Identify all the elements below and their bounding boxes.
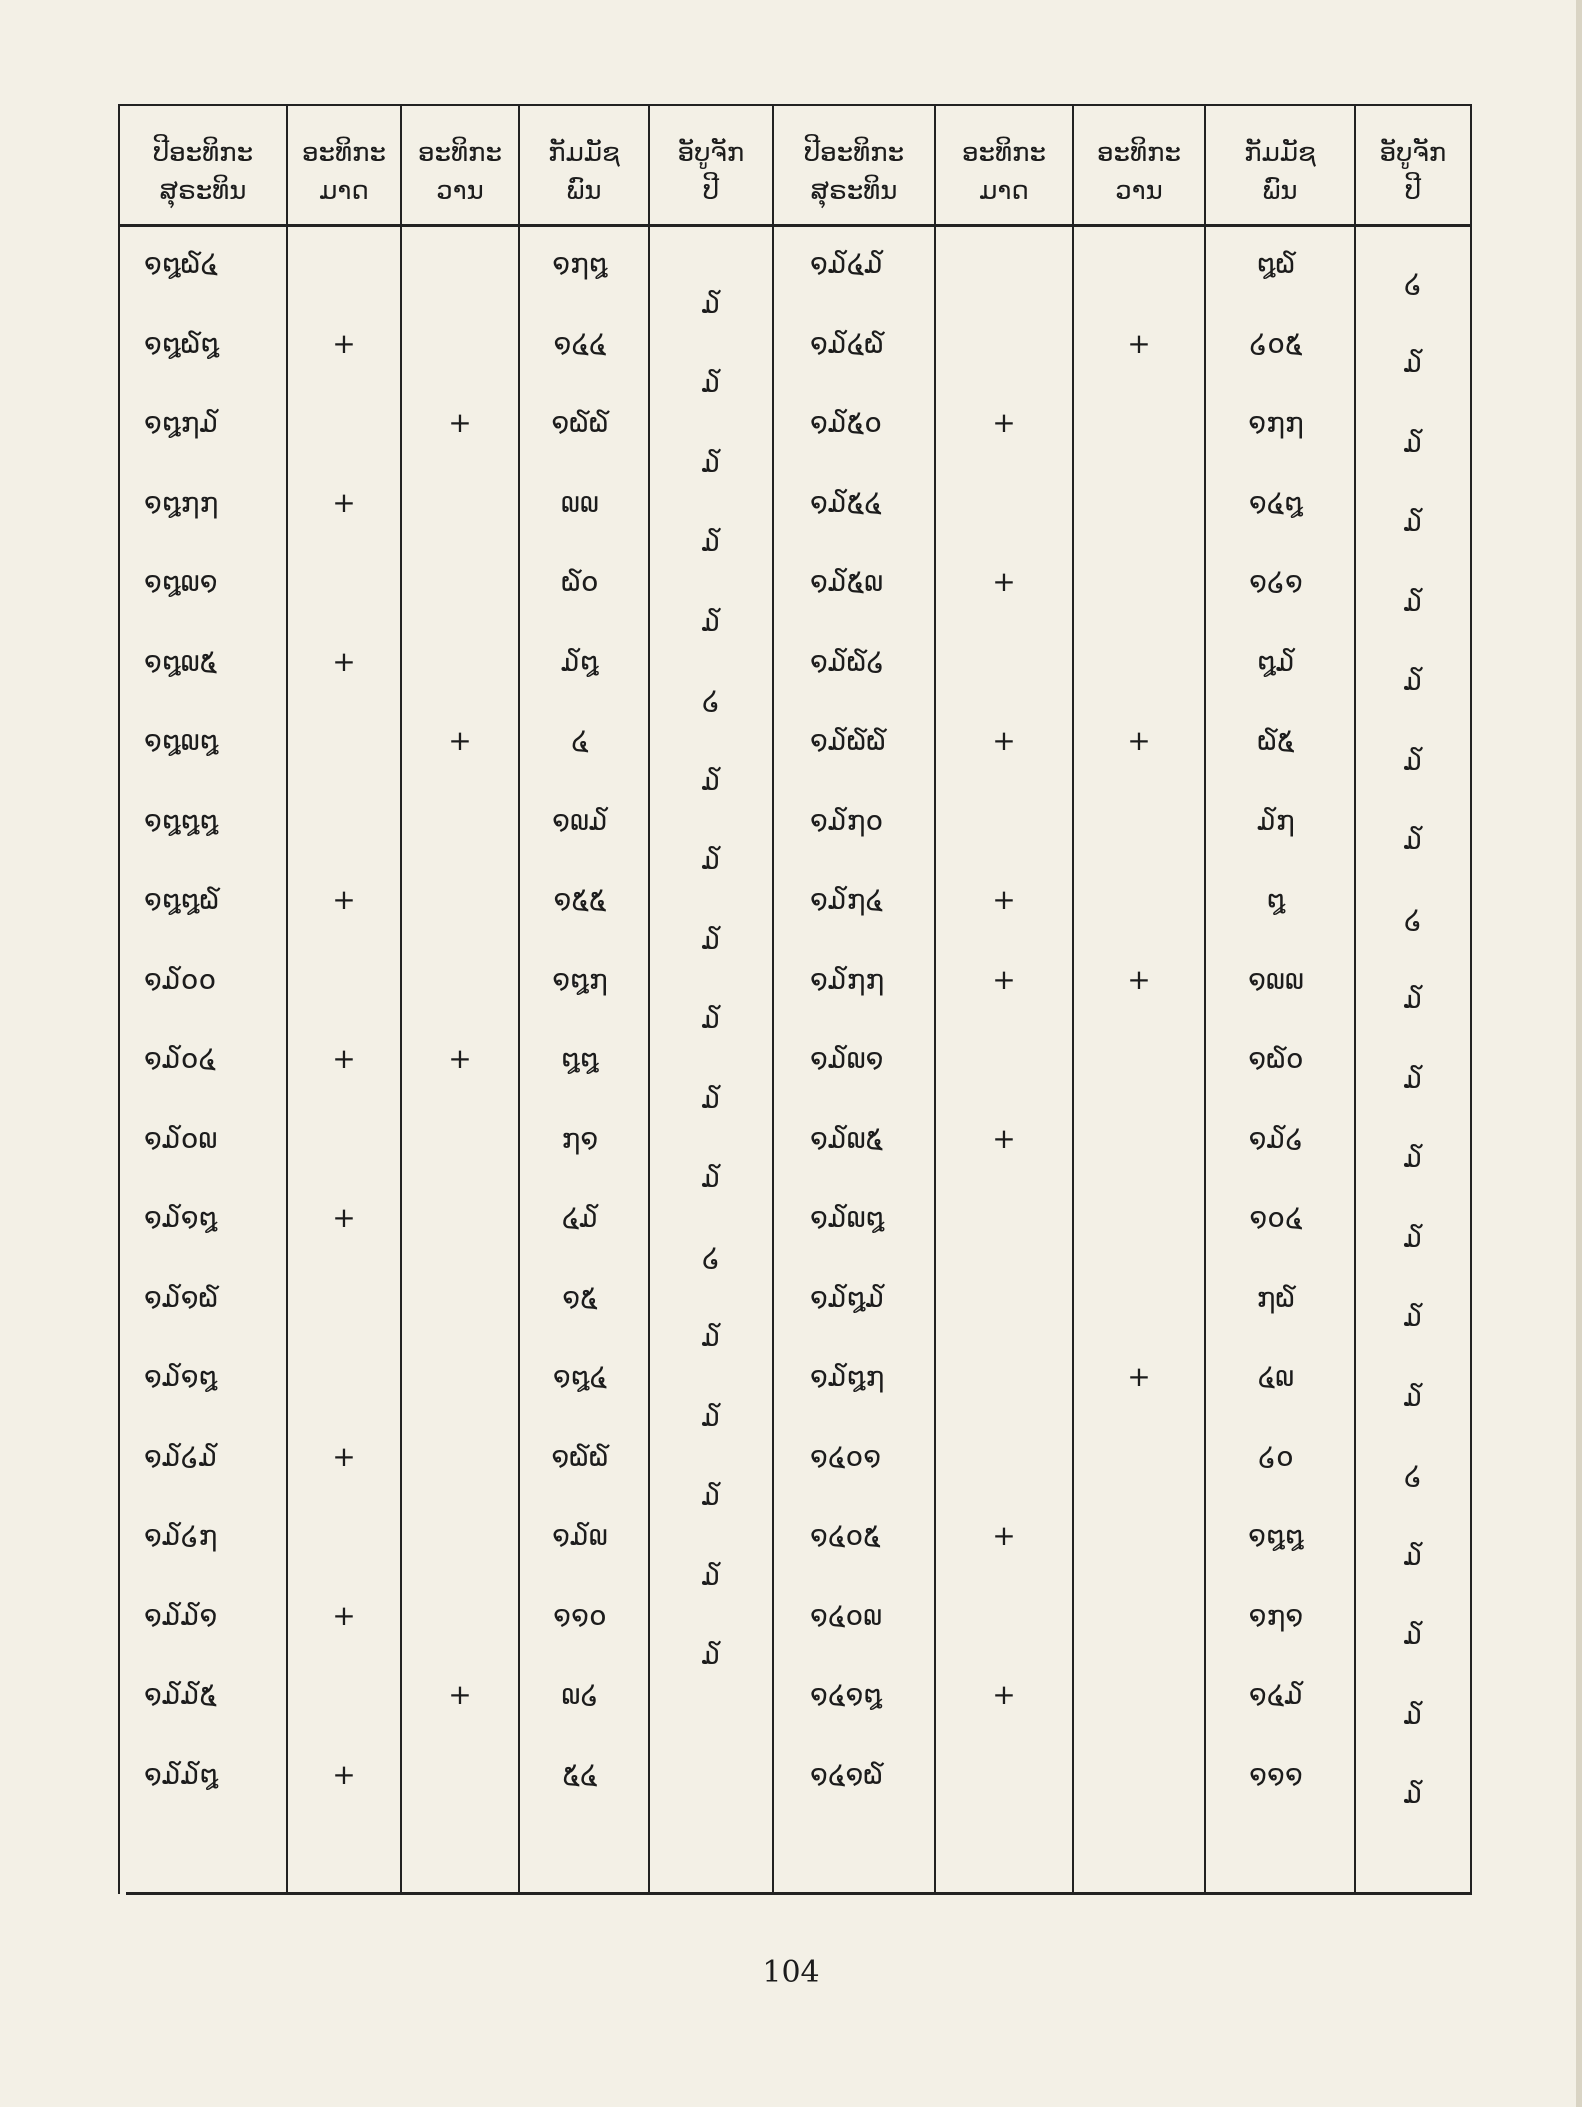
left-cell-year-cycle: ໓	[701, 1002, 721, 1036]
left-cell-kammachaphon: ໙໙	[561, 485, 599, 519]
left-cell-kammachaphon: ໑໕໕	[553, 883, 607, 916]
right-cell-leap-day: +	[1127, 724, 1151, 757]
table-top-border	[118, 104, 1472, 106]
right-cell-year: ໑໓໗໐	[810, 803, 884, 837]
left-cell-leap-month	[288, 1278, 400, 1318]
right-cell-leap-month	[936, 642, 1072, 682]
left-cell-kammachaphon: ໑໕	[562, 1280, 598, 1314]
right-cell-leap-month: +	[992, 724, 1016, 757]
header-leap-year: ປີອະທິກະ ສຸຣະທິນ	[152, 138, 254, 206]
right-cell-leap-month: +	[992, 962, 1016, 996]
left-cell-year-cycle: ໓	[701, 1479, 721, 1513]
left-cell-year: ໑໓໐໙	[144, 1121, 218, 1155]
left-cell-year: ໑໘໗໗	[144, 485, 219, 519]
header-leap-day: ອະທິກະ ວານ	[1097, 138, 1181, 206]
right-cell-year: ໑໓໘໓	[810, 1280, 885, 1314]
column-line	[118, 104, 120, 1894]
header-kammachaphon: ກັມມັຊ ພົນ	[548, 138, 620, 206]
left-cell-year: ໑໓໓໑	[144, 1598, 218, 1632]
left-cell-year: ໑໓໓໕	[144, 1678, 217, 1711]
right-cell-leap-month: +	[992, 1121, 1016, 1155]
right-cell-kammachaphon: ໑໓໒	[1248, 1121, 1304, 1155]
right-cell-leap-day	[1074, 1755, 1204, 1795]
left-cell-year-cycle: ໓	[701, 922, 721, 956]
right-cell-year-cycle: ໓	[1403, 1697, 1423, 1731]
left-cell-year-cycle: ໒	[702, 1240, 720, 1274]
right-cell-year: ໑໔໐໙	[810, 1598, 883, 1632]
right-cell-leap-month	[936, 244, 1072, 284]
left-cell-year: ໑໘໖໔	[144, 247, 218, 280]
right-cell-year-cycle: ໓	[1403, 1300, 1423, 1334]
right-cell-year-cycle: ໓	[1403, 1538, 1423, 1572]
right-cell-year-cycle: ໓	[1403, 1061, 1423, 1095]
right-cell-year: ໑໔໑໖	[810, 1757, 884, 1791]
right-cell-kammachaphon: ໑໑໑	[1249, 1757, 1303, 1791]
left-cell-leap-day	[402, 1596, 518, 1636]
right-cell-leap-day	[1074, 403, 1204, 443]
left-cell-leap-month: +	[332, 1598, 356, 1632]
left-cell-kammachaphon: ໑໗໘	[552, 247, 608, 280]
left-cell-leap-month: +	[332, 1042, 356, 1075]
left-cell-leap-month: +	[332, 883, 356, 916]
right-cell-year-cycle: ໓	[1403, 1379, 1423, 1413]
right-cell-year: ໑໔໑໘	[810, 1678, 883, 1711]
right-cell-year: ໑໓໖໒	[810, 644, 885, 678]
right-cell-leap-day	[1074, 1516, 1204, 1556]
right-cell-leap-month: +	[992, 1519, 1016, 1552]
right-cell-year-cycle: ໓	[1403, 425, 1423, 459]
right-cell-leap-month	[936, 1596, 1072, 1636]
right-cell-year-cycle: ໒	[1404, 1459, 1422, 1493]
right-cell-year: ໑໓໙໑	[810, 1042, 884, 1075]
left-cell-year: ໑໘໘໖	[144, 883, 220, 916]
right-cell-leap-month	[936, 1039, 1072, 1079]
right-cell-year: ໑໓໔໓	[810, 247, 883, 280]
right-cell-year-cycle: ໓	[1403, 505, 1423, 539]
left-cell-year: ໑໓໒໗	[144, 1519, 218, 1552]
column-line	[1470, 104, 1472, 1894]
right-cell-leap-day: +	[1127, 1360, 1151, 1393]
right-cell-year-cycle: ໒	[1404, 266, 1422, 300]
right-cell-kammachaphon: ໗໖	[1256, 1280, 1296, 1314]
left-cell-kammachaphon: ໔໓	[561, 1201, 599, 1234]
page-number: 104	[762, 1955, 820, 1990]
right-cell-leap-month	[936, 483, 1072, 523]
header-leap-day: ອະທິກະ ວານ	[418, 138, 502, 206]
left-cell-kammachaphon: ໑໔໔	[553, 326, 607, 360]
left-cell-year-cycle: ໓	[701, 366, 721, 400]
left-cell-leap-month	[288, 244, 400, 284]
leap-year-table	[118, 104, 1472, 1894]
left-cell-leap-day: +	[448, 406, 472, 439]
left-cell-year-cycle: ໓	[701, 843, 721, 877]
left-cell-kammachaphon: ໗໑	[561, 1121, 599, 1155]
left-cell-leap-month	[288, 1516, 400, 1556]
right-cell-kammachaphon: ໑໔໓	[1248, 1678, 1304, 1711]
right-cell-leap-month	[936, 1437, 1072, 1477]
right-cell-leap-month: +	[992, 883, 1016, 916]
left-cell-leap-month: +	[332, 644, 356, 678]
right-cell-leap-day	[1074, 880, 1204, 920]
right-cell-leap-month: +	[992, 565, 1016, 598]
right-cell-year-cycle: ໒	[1404, 902, 1422, 936]
left-cell-leap-month: +	[332, 326, 356, 360]
left-cell-year-cycle: ໓	[701, 763, 721, 797]
left-cell-leap-day: +	[448, 1042, 472, 1075]
right-cell-kammachaphon: ໔໙	[1257, 1360, 1295, 1393]
left-cell-year: ໑໓໒໓	[144, 1439, 218, 1473]
left-cell-kammachaphon: ໑໖໖	[551, 406, 609, 439]
right-cell-leap-day	[1074, 1675, 1204, 1715]
header-year-cycle: ອັບູຈັກ ປີ	[1379, 138, 1447, 206]
right-cell-year-cycle: ໓	[1403, 584, 1423, 618]
page-edge	[1576, 0, 1582, 2107]
left-cell-leap-month	[288, 1675, 400, 1715]
left-cell-year-cycle: ໓	[701, 1081, 721, 1115]
right-cell-year: ໑໓໗໔	[810, 883, 883, 916]
left-cell-leap-day	[402, 244, 518, 284]
right-cell-year-cycle: ໓	[1403, 982, 1423, 1016]
right-cell-year: ໑໓໙໕	[810, 1121, 884, 1155]
right-cell-leap-month	[936, 1357, 1072, 1397]
left-cell-year: ໑໘໘໘	[144, 803, 219, 837]
right-cell-leap-day	[1074, 801, 1204, 841]
left-cell-year-cycle: ໓	[701, 286, 721, 320]
right-cell-leap-day	[1074, 562, 1204, 602]
left-cell-leap-day: +	[448, 1678, 472, 1711]
right-cell-kammachaphon: ໑໐໔	[1249, 1201, 1303, 1234]
left-cell-leap-day	[402, 1755, 518, 1795]
right-cell-year: ໑໔໐໑	[810, 1439, 882, 1473]
table-bottom-border	[126, 1892, 1472, 1895]
left-cell-year: ໑໓໑໘	[144, 1201, 218, 1234]
left-cell-year: ໑໘໙໘	[144, 724, 219, 757]
left-cell-leap-day	[402, 960, 518, 1000]
right-cell-year-cycle: ໓	[1403, 1618, 1423, 1652]
left-cell-leap-month: +	[332, 1439, 356, 1473]
left-cell-leap-day	[402, 1278, 518, 1318]
left-cell-leap-month	[288, 960, 400, 1000]
right-cell-kammachaphon: ໑໒໑	[1249, 565, 1303, 598]
right-cell-year: ໑໓໔໖	[810, 326, 884, 360]
right-cell-year-cycle: ໓	[1403, 1220, 1423, 1254]
left-cell-leap-month: +	[332, 485, 356, 519]
right-cell-year-cycle: ໓	[1403, 823, 1423, 857]
right-cell-kammachaphon: ໑໘໘	[1248, 1519, 1304, 1552]
left-cell-year: ໑໘໙໕	[144, 644, 218, 678]
left-cell-year-cycle: ໓	[701, 1320, 721, 1354]
right-cell-leap-day	[1074, 244, 1204, 284]
right-cell-leap-day: +	[1127, 962, 1151, 996]
left-cell-year-cycle: ໓	[701, 1558, 721, 1592]
right-cell-kammachaphon: ໑໗໗	[1248, 406, 1304, 439]
left-cell-leap-day	[402, 1119, 518, 1159]
left-cell-kammachaphon: ໑໙໓	[552, 803, 608, 837]
left-cell-leap-day	[402, 562, 518, 602]
left-cell-leap-month	[288, 562, 400, 602]
right-cell-kammachaphon: ໘໓	[1257, 644, 1295, 678]
left-cell-kammachaphon: ໙໒	[561, 1678, 599, 1711]
left-cell-year: ໑໓໐໔	[144, 1042, 217, 1075]
left-cell-year: ໑໘໖໘	[144, 326, 220, 360]
left-cell-year-cycle: ໒	[702, 684, 720, 718]
right-cell-year-cycle: ໓	[1403, 346, 1423, 380]
left-cell-leap-month	[288, 403, 400, 443]
right-cell-leap-day	[1074, 642, 1204, 682]
left-cell-kammachaphon: ໓໘	[561, 644, 599, 678]
right-cell-kammachaphon: ໓໗	[1257, 803, 1295, 837]
left-cell-leap-month: +	[332, 1757, 356, 1791]
right-cell-year-cycle: ໓	[1403, 743, 1423, 777]
right-cell-leap-month	[936, 1198, 1072, 1238]
right-cell-year-cycle: ໓	[1403, 664, 1423, 698]
left-cell-leap-month	[288, 1357, 400, 1397]
left-cell-kammachaphon: ໑໓໙	[552, 1519, 608, 1552]
right-cell-leap-day	[1074, 1039, 1204, 1079]
right-cell-leap-month	[936, 1755, 1072, 1795]
left-cell-year: ໑໓໓໘	[144, 1757, 219, 1791]
left-cell-leap-day: +	[448, 724, 472, 757]
right-cell-leap-day	[1074, 1198, 1204, 1238]
left-cell-leap-month	[288, 801, 400, 841]
left-cell-kammachaphon: ໑໑໐	[553, 1598, 607, 1632]
left-cell-leap-month	[288, 721, 400, 761]
left-cell-leap-day	[402, 801, 518, 841]
left-cell-leap-day	[402, 642, 518, 682]
right-cell-kammachaphon: ໘໖	[1256, 247, 1296, 280]
left-cell-leap-day	[402, 324, 518, 364]
left-cell-year: ໑໓໑໘	[144, 1360, 218, 1393]
header-leap-year: ປີອະທິກະ ສຸຣະທິນ	[803, 138, 905, 206]
left-cell-leap-month: +	[332, 1201, 356, 1234]
left-cell-kammachaphon: ໑໘໔	[552, 1360, 608, 1393]
right-cell-year-cycle: ໓	[1403, 1777, 1423, 1811]
left-cell-kammachaphon: ໑໖໖	[551, 1439, 609, 1473]
right-cell-leap-day: +	[1127, 326, 1151, 360]
right-cell-year-cycle: ໓	[1403, 1141, 1423, 1175]
right-cell-kammachaphon: ໑໙໙	[1248, 962, 1304, 996]
right-cell-year: ໑໓໕໐	[810, 406, 883, 439]
header-kammachaphon: ກັມມັຊ ພົນ	[1244, 138, 1316, 206]
left-cell-year-cycle: ໓	[701, 1161, 721, 1195]
left-cell-kammachaphon: ໑໘໗	[552, 962, 608, 996]
left-cell-kammachaphon: ໔	[571, 724, 589, 757]
right-cell-year: ໑໓໕໙	[810, 565, 884, 598]
left-cell-year-cycle: ໓	[701, 1638, 721, 1672]
left-cell-year: ໑໘໗໓	[144, 406, 219, 439]
left-cell-year: ໑໘໙໑	[144, 565, 218, 598]
left-cell-leap-day	[402, 1516, 518, 1556]
header-year-cycle: ອັບູຈັກ ປີ	[677, 138, 745, 206]
left-cell-year: ໑໓໐໐	[144, 962, 217, 996]
right-cell-kammachaphon: ໑໗໑	[1248, 1598, 1304, 1632]
left-cell-leap-month	[288, 1119, 400, 1159]
left-cell-kammachaphon: ໕໔	[562, 1757, 598, 1791]
left-cell-kammachaphon: ໖໐	[561, 565, 599, 598]
right-cell-leap-day	[1074, 1596, 1204, 1636]
header-leap-month: ອະທິກະ ມາດ	[962, 138, 1046, 206]
right-cell-kammachaphon: ໘	[1266, 883, 1286, 916]
right-cell-leap-day	[1074, 483, 1204, 523]
left-cell-year-cycle: ໓	[701, 1399, 721, 1433]
left-cell-year: ໑໓໑໖	[144, 1280, 219, 1314]
left-cell-year-cycle: ໓	[701, 445, 721, 479]
right-cell-leap-month	[936, 1278, 1072, 1318]
right-cell-kammachaphon: ໒໐໕	[1249, 326, 1303, 360]
right-cell-leap-month	[936, 324, 1072, 364]
right-cell-kammachaphon: ໖໕	[1257, 724, 1295, 757]
left-cell-leap-day	[402, 1198, 518, 1238]
column-line	[772, 104, 774, 1894]
left-cell-year-cycle: ໓	[701, 604, 721, 638]
right-cell-kammachaphon: ໑໔໘	[1248, 485, 1304, 519]
left-cell-leap-day	[402, 1357, 518, 1397]
right-cell-leap-day	[1074, 1437, 1204, 1477]
header-leap-month: ອະທິກະ ມາດ	[302, 138, 386, 206]
right-cell-kammachaphon: ໑໖໐	[1248, 1042, 1304, 1075]
right-cell-year: ໑໓໖໖	[810, 724, 887, 757]
right-cell-year: ໑໓໙໘	[810, 1201, 885, 1234]
right-cell-year: ໑໓໘໗	[810, 1360, 885, 1393]
right-cell-leap-month: +	[992, 1678, 1016, 1711]
right-cell-leap-month: +	[992, 406, 1016, 439]
right-cell-kammachaphon: ໒໐	[1258, 1439, 1294, 1473]
right-cell-year: ໑໓໗໗	[810, 962, 885, 996]
right-cell-year: ໑໓໕໔	[810, 485, 882, 519]
left-cell-leap-day	[402, 880, 518, 920]
right-cell-leap-month	[936, 801, 1072, 841]
right-cell-year: ໑໔໐໕	[810, 1519, 881, 1552]
left-cell-leap-day	[402, 483, 518, 523]
left-cell-year-cycle: ໓	[701, 525, 721, 559]
left-cell-leap-day	[402, 1437, 518, 1477]
left-cell-kammachaphon: ໘໘	[561, 1042, 599, 1075]
right-cell-leap-day	[1074, 1278, 1204, 1318]
right-cell-leap-day	[1074, 1119, 1204, 1159]
